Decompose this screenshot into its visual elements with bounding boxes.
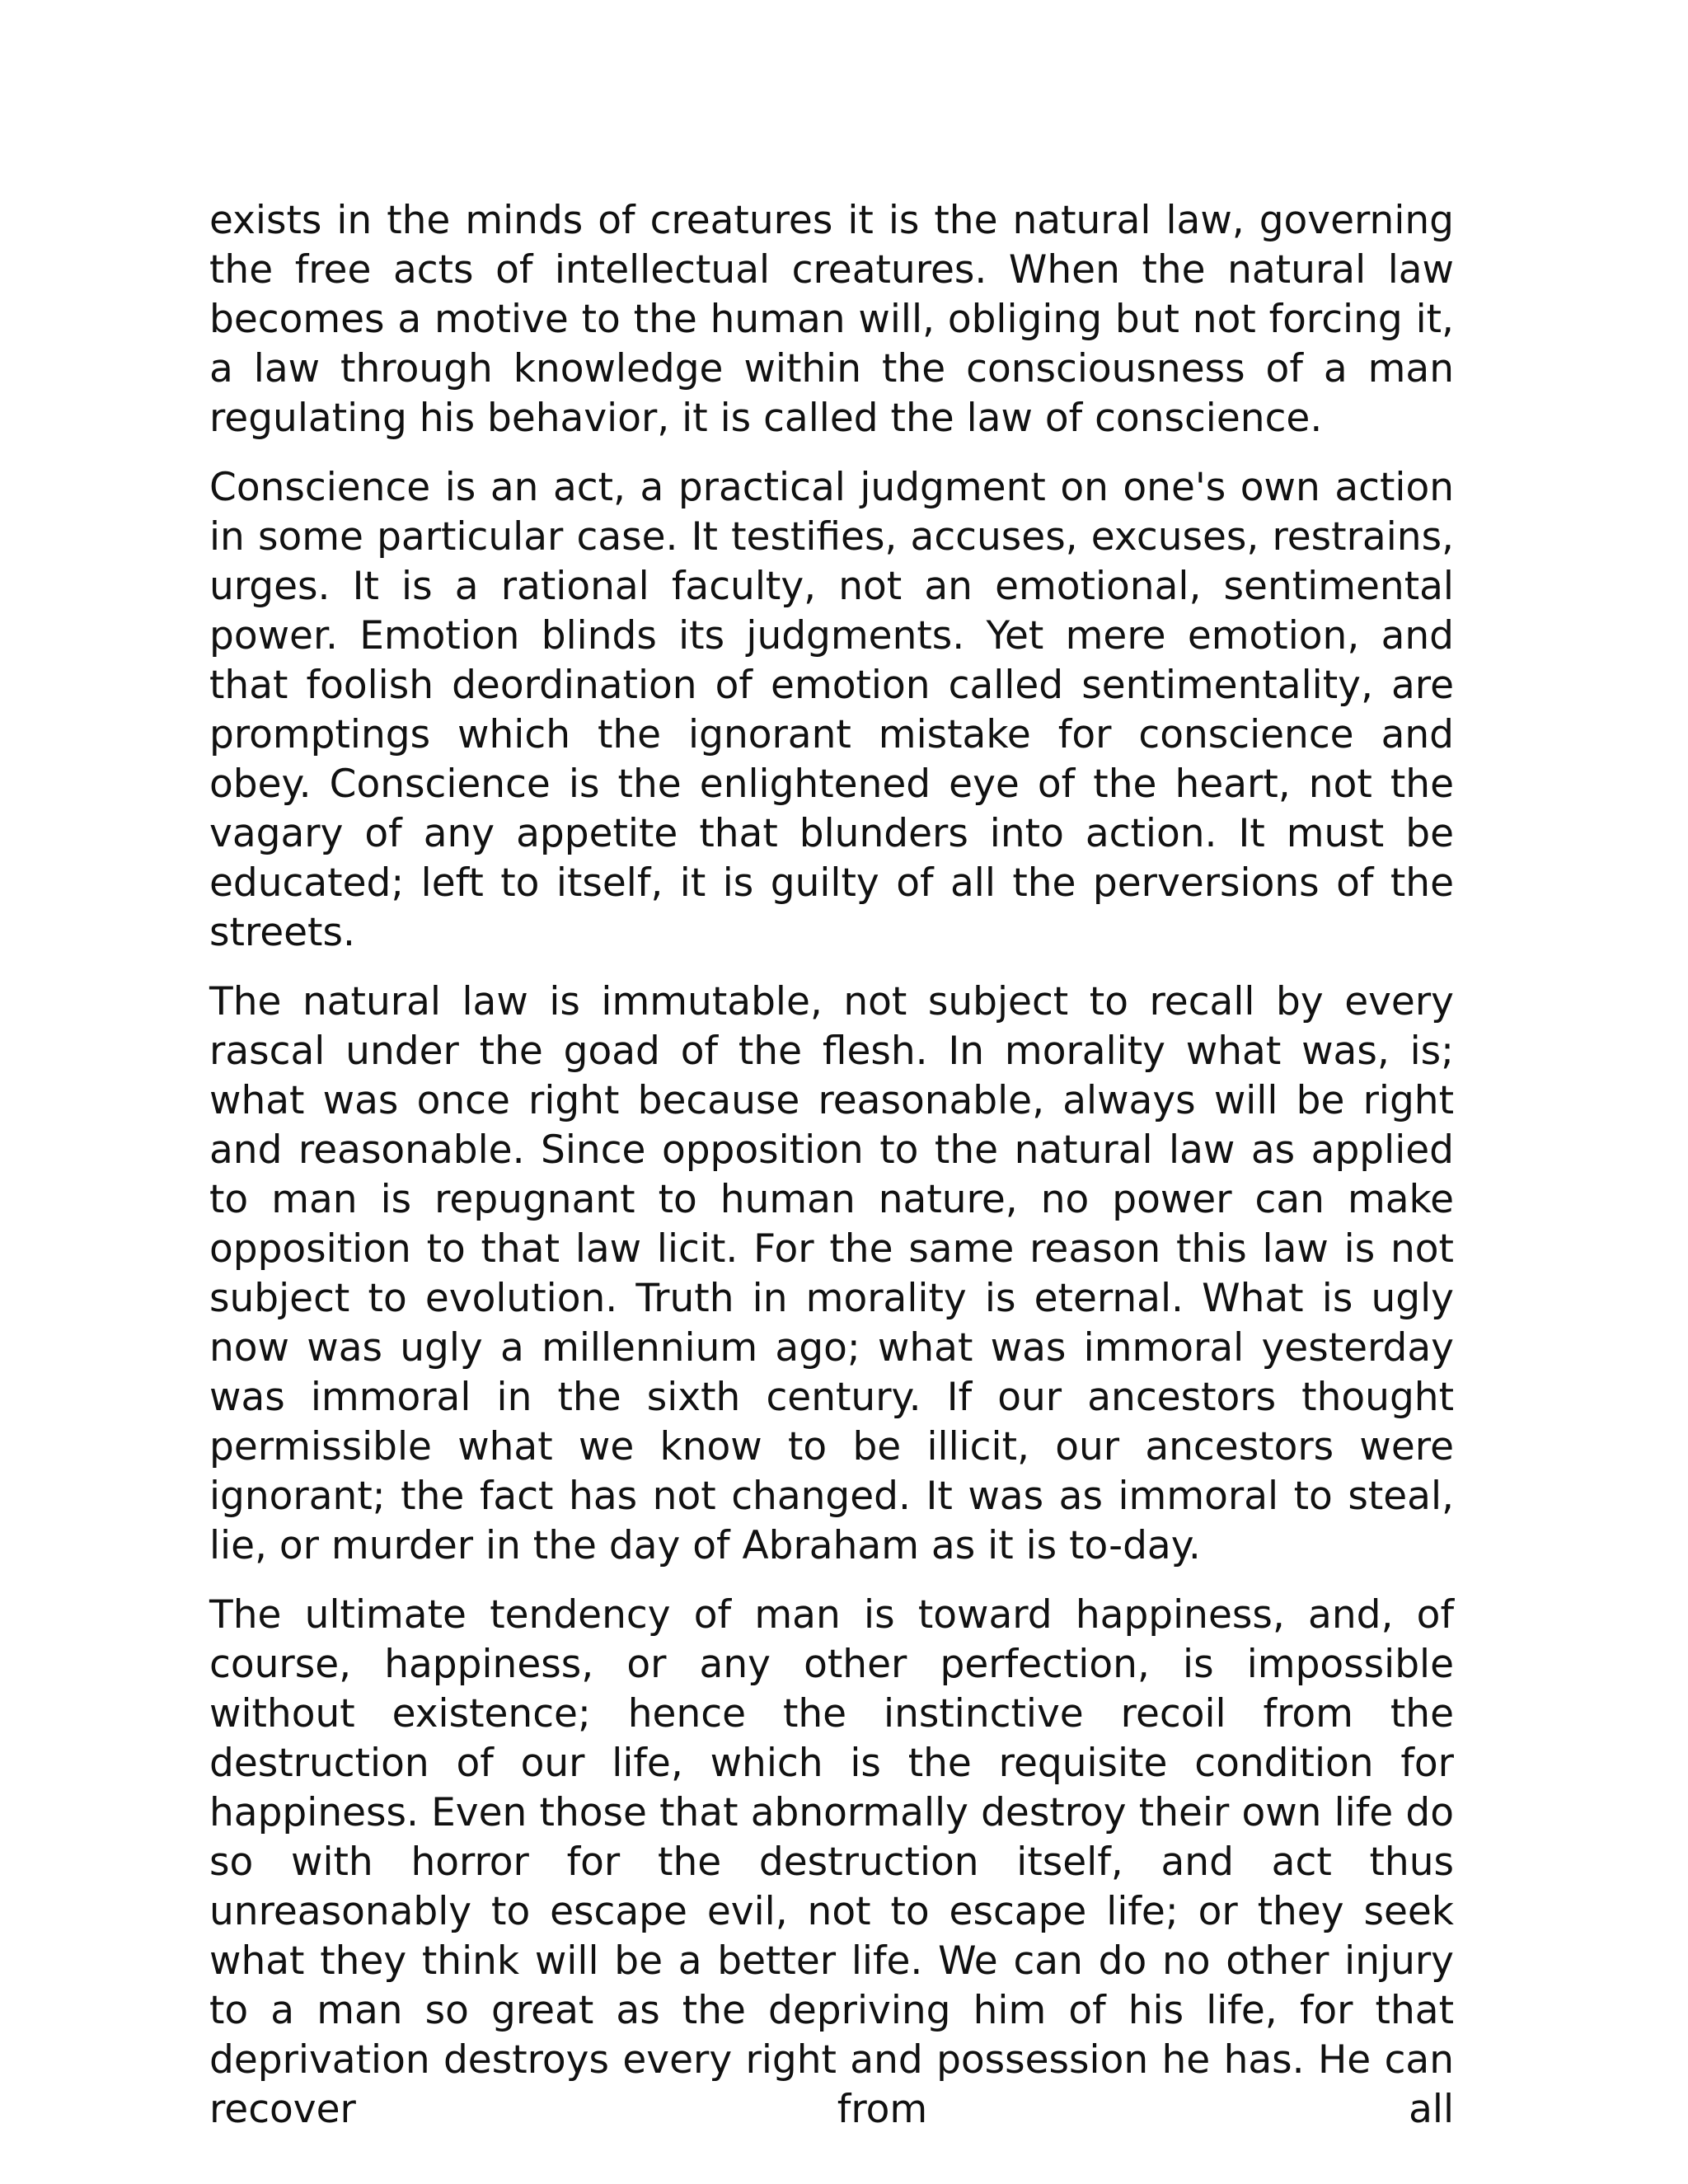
body-text xyxy=(209,196,1454,2135)
paragraph-tendency-happiness: The ultimate tendency of man is toward happiness, and, of course, happiness, or any other perfection, is impossible without existence; hence the instinctive recoil from the destruction of our life, which is the requisite condition for happiness. Even those that abnormally destroy their own life do so with horror for the destruction itself, and act thus unreasonably to escape evil, not to escape life; or they seek what they think will be a better life. We can do no other injury to a man so great as the depriving him of his life, for that deprivation destroys every right and possession he has. He can recover from all xyxy=(209,1592,1454,2132)
paragraph-law-immutable: The natural law is immutable, not subject to recall by every rascal under the goad of the flesh. In morality what was, is; what was once right because reasonable, always will be right and reasonable. Since opposition to the natural law as applied to man is repugnant to human nature, no power can make opposition to that law licit. For the same reason this law is not subject to evolution. Truth in morality is eternal. What is ugly now was ugly a millennium ago; what was immoral yesterday was immoral in the sixth century. If our ancestors thought permissible what we know to be illicit, our ancestors were ignorant; the fact has not changed. It was as immoral to steal, lie, or murder in the day of Abraham as it is to-day. xyxy=(209,979,1454,1568)
paragraph-natural-law-conscience: exists in the minds of creatures it is the natural law, governing the free acts of intellectual creatures. When the natural law becomes a motive to the human will, obliging but not forcing it, a law through knowledge within the consciousness of a man regulating his behavior, it is called the law of conscience. xyxy=(209,198,1454,441)
paragraph-conscience-act: Conscience is an act, a practical judgment on one's own action in some particular case. It testifies, accuses, excuses, restrains, urges. It is a rational faculty, not an emotional, sentimental power. Emotion blinds its judgments. Yet mere emotion, and that foolish deordination of emotion called sentimentality, are promptings which the ignorant mistake for conscience and obey. Conscience is the enlightened eye of the heart, not the vagary of any appetite that blunders into action. It must be educated; left to itself, it is guilty of all the perversions of the streets. xyxy=(209,465,1454,955)
